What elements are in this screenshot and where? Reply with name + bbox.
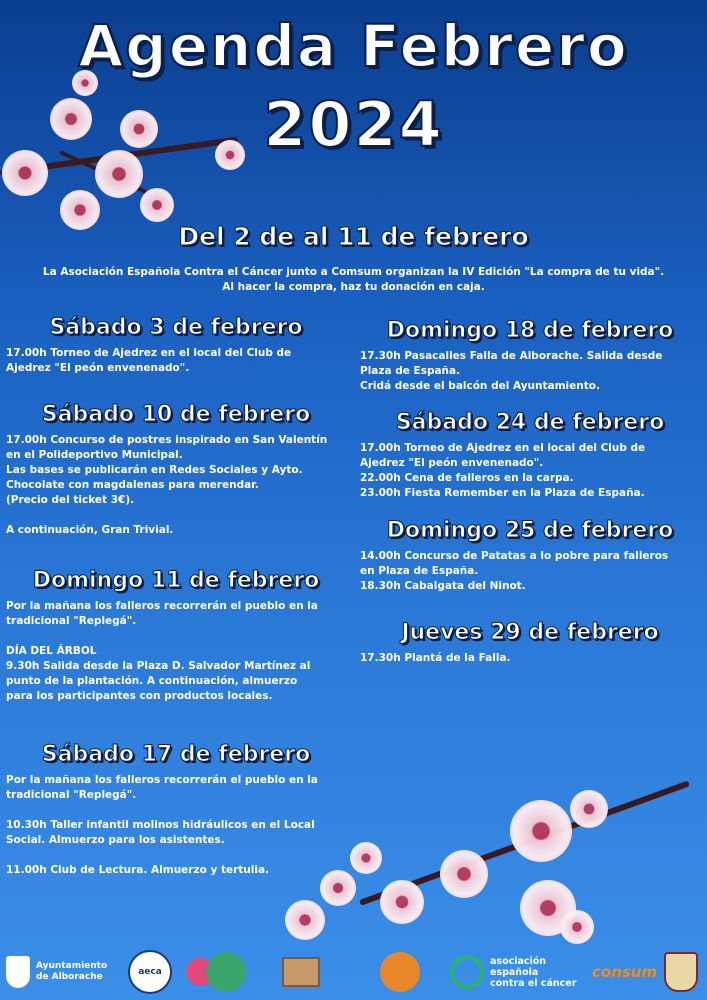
event-day-heading: Sábado 17 de febrero <box>41 742 311 767</box>
event-description: 17.00h Concurso de postres inspirado en San Valentín en el Polideportivo Municipal. Las bases se publicarán en Redes Sociales y Ayto. Chocolate con magdalenas para merendar. (Precio del ticket 3€). A continuación, Gran Trivial. <box>6 434 328 536</box>
event-day-heading: Sábado 3 de febrero <box>49 315 303 340</box>
date-range-heading: Del 2 de al 11 de febrero <box>178 222 529 251</box>
intro-text <box>10 265 697 295</box>
event-description: Por la mañana los falleros recorrerán el pueblo en la tradicional "Replegá". DÍA DEL ÁRBOL 9.30h Salida desde la Plaza D. Salvador Martínez al punto de la plantación. A continuación, almuerzo para los participantes con productos locales. <box>6 600 318 702</box>
coat-of-arms-icon <box>6 956 30 988</box>
event-day-heading: Sábado 10 de febrero <box>41 402 311 427</box>
aecc-logo <box>450 950 576 994</box>
event-block <box>6 568 346 704</box>
aeca-logo <box>128 950 172 994</box>
event-description: 14.00h Concurso de Patatas a lo pobre para falleros en Plaza de España. 18.30h Cabalgata del Ninot. <box>360 550 669 592</box>
ayto-line-2: de Alborache <box>36 972 103 982</box>
event-block <box>360 620 700 666</box>
box-icon <box>282 950 320 994</box>
intro-line-2: Al hacer la compra, haz tu donación en caja. <box>222 281 485 293</box>
event-block <box>6 315 346 376</box>
event-block <box>360 518 700 594</box>
event-description: 17.30h Plantá de la Falla. <box>360 652 511 664</box>
aecc-line-2: española <box>490 966 539 978</box>
aecc-icon <box>450 955 484 989</box>
consum-logo <box>592 950 657 994</box>
event-description: Por la mañana los falleros recorrerán el pueblo en la tradicional "Replegá". 10.30h Taller infantil molinos hidráulicos en el Local Social. Almuerzo para los asistentes. 11.00h Club de Lectura. Almuerzo y tertulia. <box>6 774 318 876</box>
ayto-line-1: Ayuntamiento <box>36 961 108 971</box>
event-description: 17.30h Pasacalles Falla de Alborache. Salida desde Plaza de España. Cridá desde el balcón del Ayuntamiento. <box>360 350 663 392</box>
event-block <box>360 410 700 501</box>
orange-logo-icon <box>380 950 420 994</box>
event-description: 17.00h Torneo de Ajedrez en el local del Club de Ajedrez "El peón envenenado". <box>6 347 292 374</box>
event-block <box>6 402 346 538</box>
event-block <box>360 318 700 394</box>
shield-icon <box>664 950 698 994</box>
page-title-year: 2024 <box>263 88 444 161</box>
event-day-heading: Domingo 11 de febrero <box>32 568 320 593</box>
event-day-heading: Jueves 29 de febrero <box>401 620 659 645</box>
page-title: Agenda Febrero <box>78 12 629 80</box>
event-day-heading: Sábado 24 de febrero <box>395 410 665 435</box>
consum-text: consum <box>592 963 658 981</box>
event-description: 17.00h Torneo de Ajedrez en el local del Club de Ajedrez "El peón envenenado". 22.00h Cena de falleros en la carpa. 23.00h Fiesta Remember en la Plaza de España. <box>360 442 646 499</box>
aecc-line-1: asociación <box>490 955 547 967</box>
intro-line-1: La Asociación Española Contra el Cáncer junto a Comsum organizan la IV Edición "La compra de tu vida". <box>42 266 665 278</box>
ayuntamiento-logo <box>6 950 107 994</box>
association-logo-icon <box>206 950 246 994</box>
event-day-heading: Domingo 25 de febrero <box>386 518 674 543</box>
aeca-text: aeca <box>128 950 172 994</box>
event-block <box>6 742 346 878</box>
event-day-heading: Domingo 18 de febrero <box>386 318 674 343</box>
sponsor-logos <box>0 948 707 996</box>
aecc-line-3: contra el cáncer <box>490 977 577 989</box>
